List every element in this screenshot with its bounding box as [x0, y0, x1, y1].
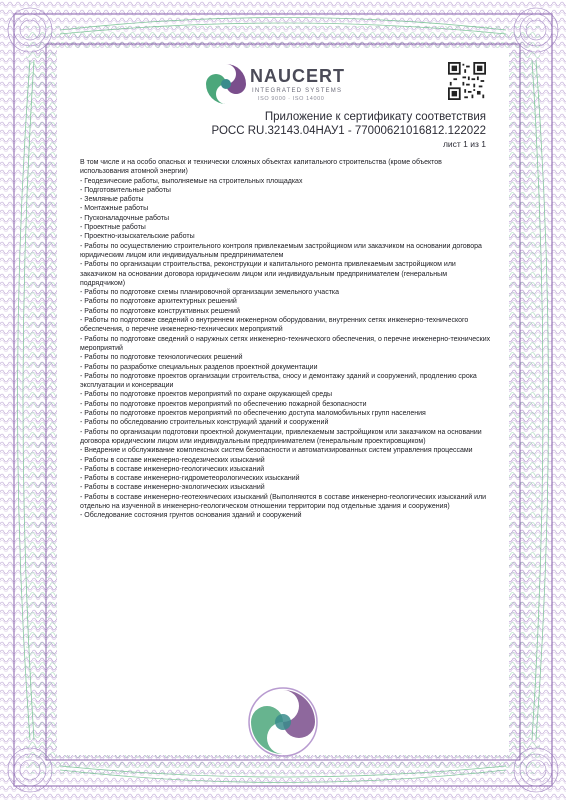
- scope-item: - Работы по подготовке проектов организации строительства, сносу и демонтажу зданий и сооружений, продлению срока эксплуатации и консервации: [80, 372, 477, 390]
- scope-item: - Работы в составе инженерно-геологических изысканий: [80, 465, 265, 473]
- scope-intro: В том числе и на особо опасных и технически сложных объектах капитального строительства (кроме объектов использования атомной энергии): [80, 159, 442, 176]
- scope-item: - Работы по подготовке проектов мероприятий по охране окружающей среды: [80, 391, 333, 399]
- scope-item: - Работы по осуществлению строительного контроля привлекаемым застройщиком или заказчиком на основании договора юридическим лицом или индивидуальным предпринимателем: [80, 242, 482, 259]
- brand-iso: ISO 9000 · ISO 14000: [258, 96, 325, 102]
- scope-item: - Геодезические работы, выполняемые на строительных площадках: [80, 177, 303, 185]
- scope-item: - Работы в составе инженерно-геодезических изысканий: [80, 456, 265, 464]
- scope-item: - Работы по подготовке сведений о внутреннем инженерном оборудовании, внутренних сетях инженерно-технического обеспечения, о перечне инженерно-технических мероприятий: [80, 317, 469, 334]
- scope-item: - Работы по организации строительства, реконструкции и капитального ремонта привлекаемым застройщиком или заказчиком на основании договора юридическим лицом или индивидуальным предпринимателем (генеральным подрядчиком): [80, 261, 456, 287]
- scope-item: - Работы по разработке специальных разделов проектной документации: [80, 363, 318, 371]
- scope-item: - Внедрение и обслуживание комплексных систем безопасности и автоматизированных систем управления процессами: [80, 447, 473, 455]
- scope-list: [80, 158, 492, 521]
- scope-item: - Работы в составе инженерно-гидрометеорологических изысканий: [80, 475, 300, 483]
- brand-tagline: INTEGRATED SYSTEMS: [252, 88, 343, 94]
- scope-item: - Работы в составе инженерно-геотехнических изысканий (Выполняются в составе инженерно-геологических изысканий или отдельно на изученной в инженерно-геологическом отношении территории под отдельные здания и сооружения): [80, 493, 487, 510]
- swirl-logo-icon: [202, 60, 250, 108]
- sheet-number: лист 1 из 1: [442, 139, 486, 149]
- scope-item: - Проектно-изыскательские работы: [80, 233, 195, 241]
- scope-item: - Работы по обследованию строительных конструкций зданий и сооружений: [80, 419, 329, 427]
- brand-logo: [202, 60, 362, 110]
- scope-item: - Работы по подготовке технологических решений: [80, 354, 243, 362]
- qr-code-icon: [448, 62, 486, 100]
- page-title: Приложение к сертификату соответствия: [264, 111, 486, 123]
- swirl-seal-icon: [243, 682, 323, 762]
- scope-item: - Земляные работы: [80, 196, 144, 204]
- scope-item: - Работы по подготовке конструктивных решений: [80, 307, 240, 315]
- header-block: [212, 110, 486, 150]
- certificate-number: РОСС RU.32143.04НАУ1 - 77000621016812.122022: [211, 125, 486, 137]
- scope-item: - Работы по подготовке схемы планировочной организации земельного участка: [80, 289, 340, 297]
- scope-item: - Работы по подготовке проектов мероприятий по обеспечению доступа маломобильных групп населения: [80, 410, 426, 418]
- scope-item: - Пусконаладочные работы: [80, 214, 169, 222]
- brand-name: NAUCERT: [250, 66, 345, 86]
- scope-item: - Работы по организации подготовки проектной документации, привлекаемым застройщиком или заказчиком на основании договора юридическим лицом или индивидуальным предпринимателем (генеральным проектировщиком): [80, 428, 482, 445]
- scope-item: - Работы в составе инженерно-экологических изысканий: [80, 484, 265, 492]
- scope-item: - Работы по подготовке проектов мероприятий по обеспечению пожарной безопасности: [80, 400, 367, 408]
- scope-item: - Монтажные работы: [80, 205, 149, 213]
- scope-item: - Подготовительные работы: [80, 186, 171, 194]
- scope-item: - Проектные работы: [80, 224, 146, 232]
- scope-item: - Работы по подготовке сведений о наружных сетях инженерно-технического обеспечения, о перечне инженерно-технических мероприятий: [80, 335, 491, 352]
- scope-item: - Работы по подготовке архитектурных решений: [80, 298, 237, 306]
- scope-item: - Обследование состояния грунтов основания зданий и сооружений: [80, 512, 302, 520]
